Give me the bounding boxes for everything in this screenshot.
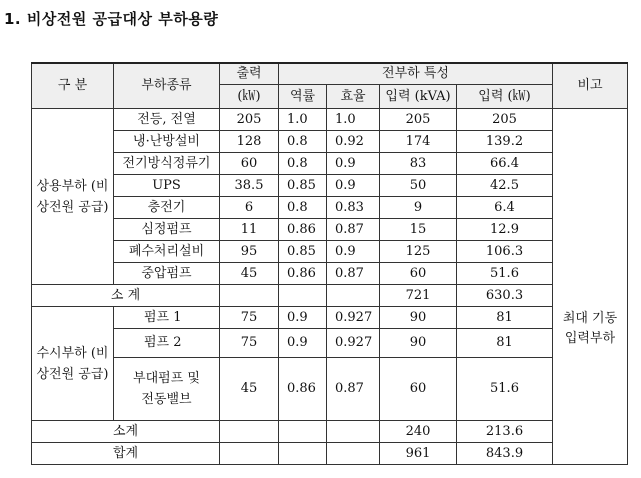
input-kva-value: 60 [380,263,457,285]
header-power-factor: 역률 [279,85,327,109]
load-name: 펌프 2 [114,329,220,358]
power-factor-value: 0.8 [279,153,327,175]
header-category: 구 분 [32,63,114,109]
empty-cell [327,443,380,465]
input-kw-value: 6.4 [457,197,553,219]
header-efficiency: 효율 [327,85,380,109]
efficiency-value: 0.927 [327,307,380,329]
power-factor-value: 0.8 [279,197,327,219]
output-value: 95 [220,241,279,263]
output-value: 45 [220,263,279,285]
efficiency-value: 0.87 [327,219,380,241]
power-factor-value: 0.85 [279,241,327,263]
empty-cell [279,443,327,465]
input-kva-value: 9 [380,197,457,219]
power-factor-value: 0.8 [279,131,327,153]
input-kw-value: 12.9 [457,219,553,241]
input-kw-value: 51.6 [457,263,553,285]
input-kva-value: 60 [380,358,457,421]
empty-cell [327,285,380,307]
empty-cell [220,421,279,443]
remark-note [553,109,628,465]
load-name: 부대펌프 및 전동밸브 [114,358,220,421]
subtotal-kva: 721 [380,285,457,307]
efficiency-value: 0.83 [327,197,380,219]
efficiency-value: 0.87 [327,358,380,421]
input-kw-value: 81 [457,329,553,358]
subtotal-label: 소 계 [32,285,220,307]
subtotal-label: 소계 [32,421,220,443]
power-factor-value: 0.86 [279,358,327,421]
output-value: 6 [220,197,279,219]
input-kva-value: 90 [380,329,457,358]
power-factor-value: 0.9 [279,307,327,329]
efficiency-value: 1.0 [327,109,380,131]
load-name: 폐수처리설비 [114,241,220,263]
total-label: 합계 [32,443,220,465]
header-full-load: 전부하 특성 [279,63,553,85]
power-factor-value: 0.86 [279,219,327,241]
input-kw-value: 81 [457,307,553,329]
input-kva-value: 125 [380,241,457,263]
efficiency-value: 0.9 [327,241,380,263]
empty-cell [279,421,327,443]
total-kw: 843.9 [457,443,553,465]
subtotal-kva: 240 [380,421,457,443]
empty-cell [327,421,380,443]
remark-note-text: 최대 기동 입력부하 [562,310,618,346]
subtotal-kw: 213.6 [457,421,553,443]
input-kw-value: 139.2 [457,131,553,153]
efficiency-value: 0.927 [327,329,380,358]
input-kva-value: 83 [380,153,457,175]
input-kw-value: 66.4 [457,153,553,175]
power-factor-value: 0.85 [279,175,327,197]
header-input-kva: 입력 (kVA) [380,85,457,109]
output-value: 128 [220,131,279,153]
efficiency-value: 0.9 [327,175,380,197]
header-remark: 비고 [553,63,628,109]
output-value: 38.5 [220,175,279,197]
load-name: 냉·난방설비 [114,131,220,153]
header-input-kw: 입력 (㎾) [457,85,553,109]
input-kva-value: 205 [380,109,457,131]
total-kva: 961 [380,443,457,465]
output-value: 45 [220,358,279,421]
power-factor-value: 0.86 [279,263,327,285]
load-name: 전등, 전열 [114,109,220,131]
output-value: 60 [220,153,279,175]
header-output-unit: (㎾) [220,85,279,109]
efficiency-value: 0.87 [327,263,380,285]
power-factor-value: 0.9 [279,329,327,358]
load-name: 중압펌프 [114,263,220,285]
load-capacity-table [31,62,628,465]
input-kva-value: 90 [380,307,457,329]
load-name: UPS [114,175,220,197]
efficiency-value: 0.9 [327,153,380,175]
load-name: 펌프 1 [114,307,220,329]
output-value: 11 [220,219,279,241]
output-value: 205 [220,109,279,131]
power-factor-value: 1.0 [279,109,327,131]
empty-cell [279,285,327,307]
group-commercial-load-label: 상용부하 (비상전원 공급) [32,109,114,285]
input-kw-value: 106.3 [457,241,553,263]
header-load-type: 부하종류 [114,63,220,109]
output-value: 75 [220,307,279,329]
efficiency-value: 0.92 [327,131,380,153]
empty-cell [220,285,279,307]
load-name: 충전기 [114,197,220,219]
header-output: 출력 [220,63,279,85]
subtotal-kw: 630.3 [457,285,553,307]
load-name: 전기방식정류기 [114,153,220,175]
output-value: 75 [220,329,279,358]
input-kw-value: 205 [457,109,553,131]
input-kva-value: 15 [380,219,457,241]
page-title: 1. 비상전원 공급대상 부하용량 [4,10,219,28]
load-name: 심정펌프 [114,219,220,241]
group-occasional-load-label: 수시부하 (비상전원 공급) [32,307,114,421]
input-kva-value: 50 [380,175,457,197]
input-kva-value: 174 [380,131,457,153]
empty-cell [220,443,279,465]
input-kw-value: 51.6 [457,358,553,421]
input-kw-value: 42.5 [457,175,553,197]
